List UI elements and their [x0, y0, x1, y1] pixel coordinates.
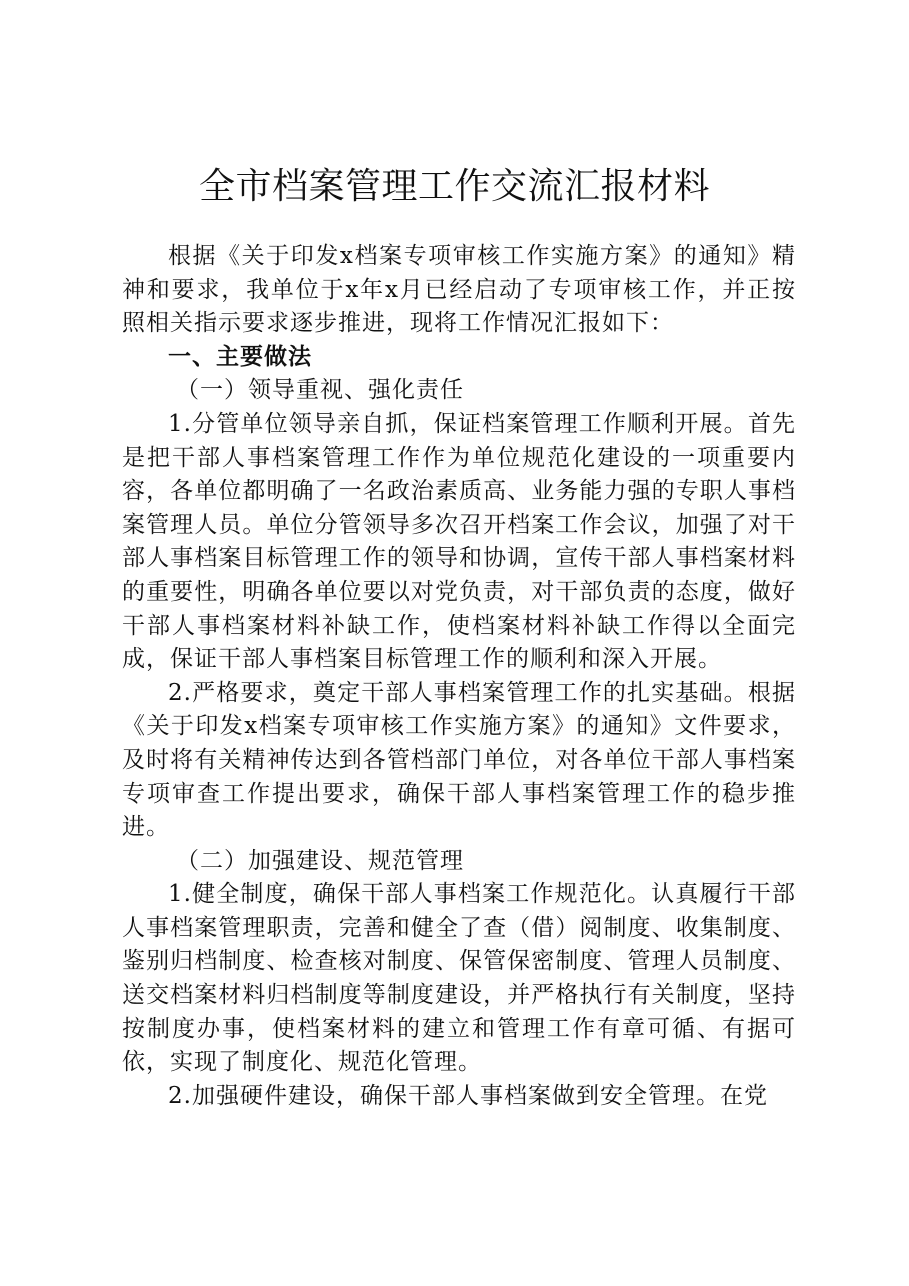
subsection-heading-construction: （二）加强建设、规范管理 — [176, 847, 464, 874]
document-title: 全市档案管理工作交流汇报材料 — [198, 166, 710, 207]
paragraph-construction-2: 2.加强硬件建设，确保干部人事档案做到安全管理。在党 — [168, 1082, 768, 1109]
intro-paragraph: 根据《关于印发x档案专项审核工作实施方案》的通知》精神和要求，我单位于x年x月已经启动了专项审核工作，并正按照相关指示要求逐步推进，现将工作情况汇报如下： — [122, 243, 796, 337]
document-body — [122, 240, 796, 1113]
paragraph-leadership-1: 1.分管单位领导亲自抓，保证档案管理工作顺利开展。首先是把干部人事档案管理工作作为单位规范化建设的一项重要内容，各单位都明确了一名政治素质高、业务能力强的专职人事档案管理人员。单位分管领导多次召开档案工作会议，加强了对干部人事档案目标管理工作的领导和协调，宣传干部人事档案材料的重要性，明确各单位要以对党负责，对干部负责的态度，做好干部人事档案材料补缺工作，使档案材料补缺工作得以全面完成，保证干部人事档案目标管理工作的顺利和深入开展。 — [122, 410, 796, 673]
paragraph-leadership-2: 2.严格要求，奠定干部人事档案管理工作的扎实基础。根据《关于印发x档案专项审核工作实施方案》的通知》文件要求，及时将有关精神传达到各管档部门单位，对各单位干部人事档案专项审查工作提出要求，确保干部人事档案管理工作的稳步推进。 — [122, 679, 796, 841]
paragraph-construction-1: 1.健全制度，确保干部人事档案工作规范化。认真履行干部人事档案管理职责，完善和健全了查（借）阅制度、收集制度、鉴别归档制度、检查核对制度、保管保密制度、管理人员制度、送交档案材料归档制度等制度建设，并严格执行有关制度，坚持按制度办事，使档案材料的建立和管理工作有章可循、有据可依，实现了制度化、规范化管理。 — [122, 881, 796, 1076]
section-heading-main-practices: 一、主要做法 — [168, 343, 312, 370]
subsection-heading-leadership: （一）领导重视、强化责任 — [176, 377, 464, 404]
